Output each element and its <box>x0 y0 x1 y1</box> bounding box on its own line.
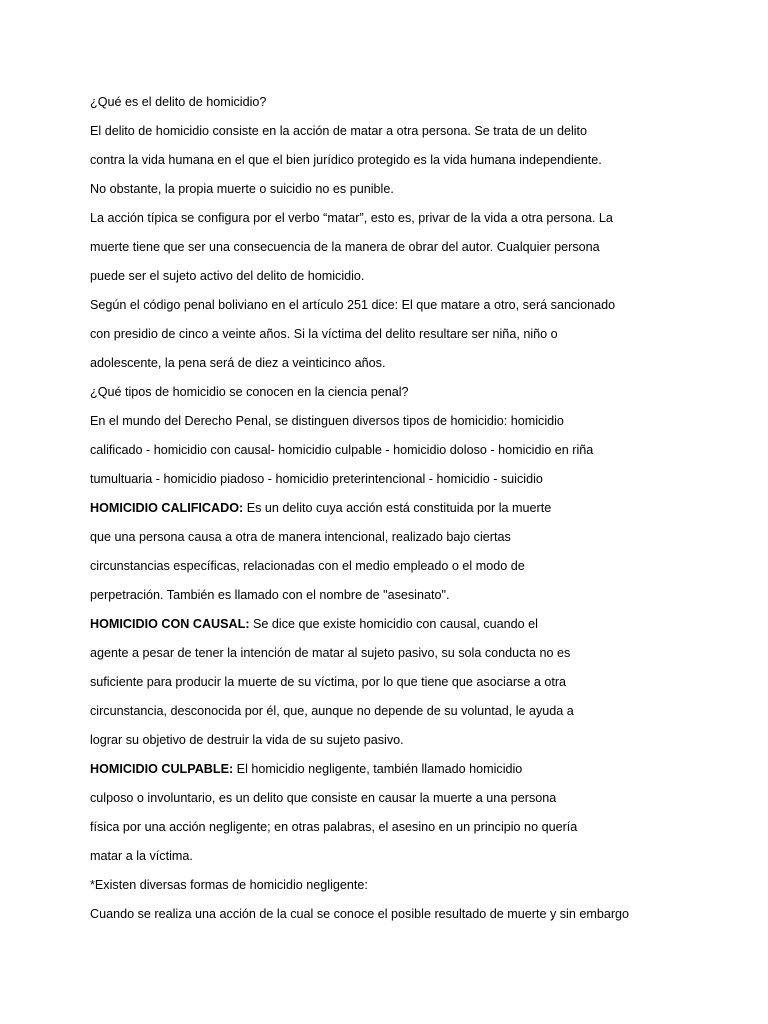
text-line: La acción típica se configura por el verbo “matar”, esto es, privar de la vida a otra persona. La <box>90 211 613 225</box>
text-line: culposo o involuntario, es un delito que consiste en causar la muerte a una persona <box>90 791 557 805</box>
text-line: muerte tiene que ser una consecuencia de la manera de obrar del autor. Cualquier persona <box>90 240 600 254</box>
text-line: circunstancia, desconocida por él, que, aunque no depende de su voluntad, le ayuda a <box>90 704 574 718</box>
text-line: contra la vida humana en el que el bien jurídico protegido es la vida humana independiente. <box>90 153 602 167</box>
text-line: circunstancias específicas, relacionadas con el medio empleado o el modo de <box>90 559 525 573</box>
text-line: matar a la víctima. <box>90 849 193 863</box>
term-homicidio-culpable: HOMICIDIO CULPABLE: <box>90 762 234 776</box>
text-line: perpetración. También es llamado con el nombre de "asesinato". <box>90 588 450 602</box>
text-line: puede ser el sujeto activo del delito de homicidio. <box>90 269 365 283</box>
heading-tipos-homicidio: ¿Qué tipos de homicidio se conocen en la ciencia penal? <box>90 385 409 399</box>
text-line: No obstante, la propia muerte o suicidio no es punible. <box>90 182 394 196</box>
text-line: adolescente, la pena será de diez a veinticinco años. <box>90 356 386 370</box>
text-line: física por una acción negligente; en otras palabras, el asesino en un principio no quería <box>90 820 578 834</box>
text-line: Cuando se realiza una acción de la cual se conoce el posible resultado de muerte y sin embargo <box>90 907 630 921</box>
text-line: Según el código penal boliviano en el artículo 251 dice: El que matare a otro, será sancionado <box>90 298 616 312</box>
text-line: calificado - homicidio con causal- homicidio culpable - homicidio doloso - homicidio en riña <box>90 443 594 457</box>
text-line: con presidio de cinco a veinte años. Si la víctima del delito resultare ser niña, niño o <box>90 327 558 341</box>
text-line: HOMICIDIO CALIFICADO: Es un delito cuya acción está constituida por la muerte <box>90 501 552 515</box>
text-line: HOMICIDIO CON CAUSAL: Se dice que existe homicidio con causal, cuando el <box>90 617 538 631</box>
text-line: *Existen diversas formas de homicidio negligente: <box>90 878 368 892</box>
text-line: suficiente para producir la muerte de su víctima, por lo que tiene que asociarse a otra <box>90 675 567 689</box>
term-homicidio-con-causal: HOMICIDIO CON CAUSAL: <box>90 617 250 631</box>
text-line: agente a pesar de tener la intención de matar al sujeto pasivo, su sola conducta no es <box>90 646 571 660</box>
text-line: HOMICIDIO CULPABLE: El homicidio negligente, también llamado homicidio <box>90 762 523 776</box>
term-homicidio-calificado: HOMICIDIO CALIFICADO: <box>90 501 244 515</box>
heading-que-es-homicidio: ¿Qué es el delito de homicidio? <box>90 95 267 109</box>
text-line: El delito de homicidio consiste en la acción de matar a otra persona. Se trata de un delito <box>90 124 588 138</box>
text-line: que una persona causa a otra de manera intencional, realizado bajo ciertas <box>90 530 511 544</box>
text-line: lograr su objetivo de destruir la vida de su sujeto pasivo. <box>90 733 404 747</box>
text-line: tumultuaria - homicidio piadoso - homicidio preterintencional - homicidio - suicidio <box>90 472 543 486</box>
text-line: En el mundo del Derecho Penal, se distinguen diversos tipos de homicidio: homicidio <box>90 414 564 428</box>
